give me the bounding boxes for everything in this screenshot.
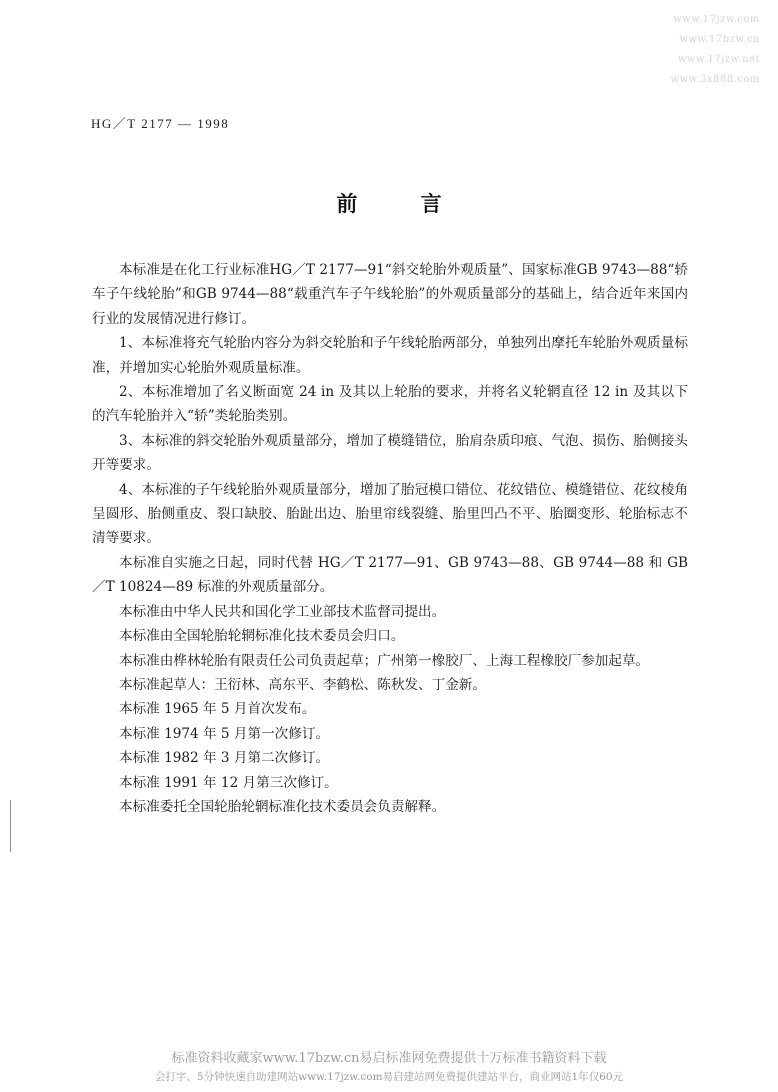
paragraph-proposed-by: 本标准由中华人民共和国化学工业部技术监督司提出。 <box>119 603 446 620</box>
watermark-line: www.17jzw.com <box>673 14 760 25</box>
footer-line: 会打字、5分钟快速自助建网站www.17jzw.com易启建站网免费提供建站平台，商业网站1年仅60元 <box>154 1071 624 1083</box>
paragraph-intro: 本标准是在化工行业标准HG／T 2177—91“斜交轮胎外观质量”、国家标准GB 9743—88“轿车子午线轮胎”和GB 9744—88“载重汽车子午线轮胎”的外观质量部分的基础上，结合近年来国内行业的发展情况进行修订。 <box>92 262 688 327</box>
page-title: 前 言 <box>336 192 470 216</box>
paragraph-item-3: 3、本标准的斜交轮胎外观质量部分，增加了模缝错位，胎肩杂质印痕、气泡、损伤、胎侧接头开等要求。 <box>92 432 688 474</box>
paragraph-item-2: 2、本标准增加了名义断面宽 24 in 及其以上轮胎的要求，并将名义轮辋直径 12 in 及其以下的汽车轮胎并入“轿”类轮胎类别。 <box>92 384 688 425</box>
paragraph-history: 本标准 1982 年 3 月第二次修订。 <box>119 750 330 767</box>
paragraph-managed-by: 本标准由全国轮胎轮辋标准化技术委员会归口。 <box>119 628 405 645</box>
paragraph-interpretation: 本标准委托全国轮胎轮辋标准化技术委员会负责解释。 <box>119 798 446 815</box>
paragraph-drafted-by: 本标准由桦林轮胎有限责任公司负责起草；广州第一橡胶厂、上海工程橡胶厂参加起草。 <box>119 652 650 669</box>
watermark <box>670 10 760 90</box>
paragraph-item-4: 4、本标准的子午线轮胎外观质量部分，增加了胎冠模口错位、花纹错位、模缝错位、花纹棱角呈圆形、胎侧重皮、裂口缺胶、胎趾出边、胎里帘线裂缝、胎里凹凸不平、胎圈变形、轮胎标志不清等要求。 <box>92 481 688 547</box>
document-body <box>92 258 688 819</box>
footer <box>0 1050 778 1086</box>
paragraph-drafters: 本标准起草人：王衍林、高东平、李鹤松、陈秋发、丁金新。 <box>119 676 487 693</box>
watermark-line: www.17bzw.cn <box>679 34 760 45</box>
paragraph-history: 本标准 1974 年 5 月第一次修订。 <box>119 725 330 742</box>
standard-code: HG／T 2177 — 1998 <box>91 116 230 131</box>
footer-line: 标准资料收藏家www.17bzw.cn易启标准网免费提供十万标准书籍资料下载 <box>171 1051 607 1066</box>
paragraph-item-1: 1、本标准将充气轮胎内容分为斜交轮胎和子午线轮胎两部分，单独列出摩托车轮胎外观质量标准，并增加实心轮胎外观质量标准。 <box>92 335 688 376</box>
paragraph-history: 本标准 1991 年 12 月第三次修订。 <box>119 774 338 791</box>
paragraph-replaces: 本标准自实施之日起，同时代替 HG／T 2177—91、GB 9743—88、GB 9744—88 和 GB／T 10824—89 标准的外观质量部分。 <box>92 554 688 596</box>
margin-mark <box>10 800 11 852</box>
watermark-line: www.3x888.com <box>670 74 760 85</box>
paragraph-history: 本标准 1965 年 5 月首次发布。 <box>119 701 316 718</box>
watermark-line: www.17jzw.net <box>677 54 760 65</box>
